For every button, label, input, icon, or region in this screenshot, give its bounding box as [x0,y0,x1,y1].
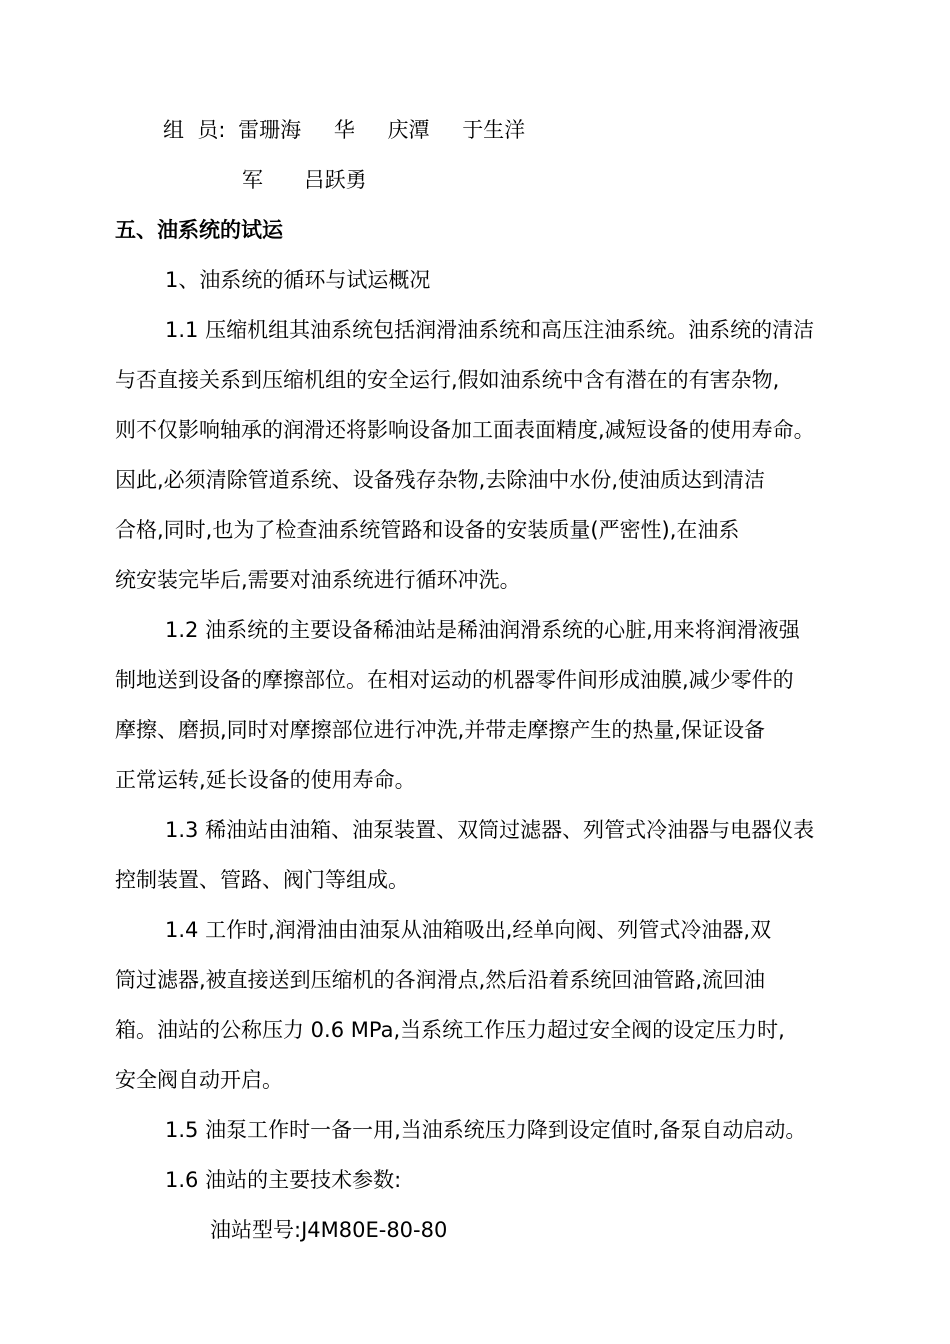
team-member: 雷珊海 [238,118,302,142]
team-member: 华 [333,118,355,142]
section-subheading: 1、油系统的循环与试运概况 [165,268,431,292]
paragraph-line: 则不仅影响轴承的润滑还将影响设备加工面表面精度,减短设备的使用寿命。 [115,418,815,442]
paragraph-line: 合格,同时,也为了检查油系统管路和设备的安装质量(严密性),在油系 [115,518,740,542]
paragraph-line: 1.5 油泵工作时一备一用,当油系统压力降到设定值时,备泵自动启动。 [165,1118,807,1142]
paragraph-line: 统安装完毕后,需要对油系统进行循环冲洗。 [115,568,521,592]
param-value: J4M80E-80-80 [301,1218,448,1242]
param-label: 油站型号: [210,1218,302,1242]
team-members-row-2 [242,166,367,194]
paragraph-line: 1.2 油系统的主要设备稀油站是稀油润滑系统的心脏,用来将润滑液强 [165,618,800,642]
paragraph-line: 1.1 压缩机组其油系统包括润滑油系统和高压注油系统。油系统的清洁 [165,318,815,342]
paragraph-line: 筒过滤器,被直接送到压缩机的各润滑点,然后沿着系统回油管路,流回油 [115,968,766,992]
team-member: 军 [242,168,263,192]
team-member: 庆潭 [387,118,430,142]
paragraph-line: 1.4 工作时,润滑油由油泵从油箱吸出,经单向阀、列管式冷油器,双 [165,918,772,942]
section-heading: 五、油系统的试运 [115,218,283,242]
param-line [210,1216,447,1244]
paragraph-line: 因此,必须清除管道系统、设备残存杂物,去除油中水份,使油质达到清洁 [115,468,766,492]
paragraph-line: 1.6 油站的主要技术参数: [165,1168,402,1192]
paragraph-line: 制地送到设备的摩擦部位。在相对运动的机器零件间形成油膜,减少零件的 [115,668,794,692]
paragraph-line: 摩擦、磨损,同时对摩擦部位进行冲洗,并带走摩擦产生的热量,保证设备 [115,718,766,742]
paragraph-line: 箱。油站的公称压力 0.6 MPa,当系统工作压力超过安全阀的设定压力时, [115,1018,785,1042]
paragraph-line: 控制装置、管路、阀门等组成。 [115,868,409,892]
team-member: 吕跃勇 [303,168,367,192]
team-label: 组 员: [163,118,226,142]
paragraph-line: 与否直接关系到压缩机组的安全运行,假如油系统中含有潜在的有害杂物, [115,368,780,392]
team-member: 于生洋 [462,118,526,142]
paragraph-line: 安全阀自动开启。 [115,1068,283,1092]
team-members-row-1 [163,116,525,144]
paragraph-line: 1.3 稀油站由油箱、油泵装置、双筒过滤器、列管式冷油器与电器仪表 [165,818,815,842]
paragraph-line: 正常运转,延长设备的使用寿命。 [115,768,416,792]
